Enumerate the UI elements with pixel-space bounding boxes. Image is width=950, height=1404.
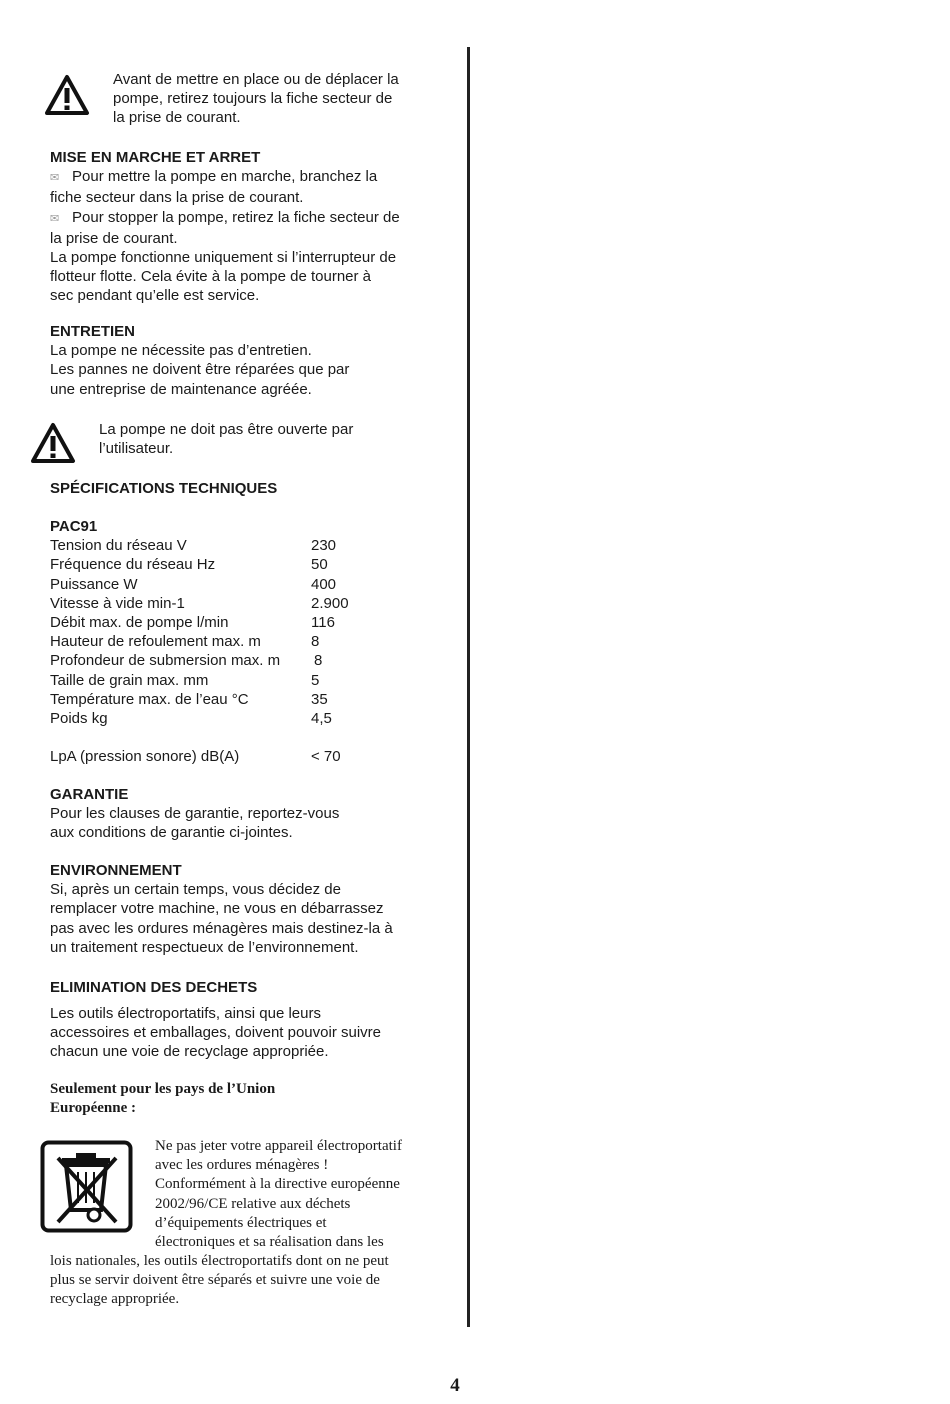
text-line: recyclage appropriée.: [50, 1291, 180, 1308]
text-line: pompe, retirez toujours la fiche secteur de: [113, 90, 393, 108]
text-line: Les outils électroportatifs, ainsi que leurs: [50, 1005, 321, 1022]
page-number: 4: [450, 1375, 460, 1396]
text-line: Pour les clauses de garantie, reportez-vous: [50, 805, 340, 823]
text-line: Seulement pour les pays de l’Union: [50, 1081, 276, 1097]
ue-side-text: [155, 1137, 402, 1252]
ue-full-text: [50, 1252, 389, 1310]
spec-value: 116: [311, 613, 335, 631]
warning-triangle-icon: [30, 422, 76, 469]
section-environnement: [50, 861, 393, 957]
spec-label: Température max. de l’eau °C: [50, 690, 249, 708]
spec-label: Vitesse à vide min-1: [50, 594, 185, 612]
bullet-icon: ✉: [50, 172, 60, 185]
model-name: PAC91: [50, 518, 98, 535]
spec-value: 400: [311, 575, 337, 593]
spec-value: 8: [311, 633, 320, 651]
text-line: Ne pas jeter votre appareil électroportatif: [155, 1138, 402, 1154]
ue-heading: [50, 1080, 275, 1118]
text-line: pas avec les ordures ménagères mais destinez-la à: [50, 919, 393, 937]
spec-label: Tension du réseau V: [50, 537, 187, 555]
warning-do-not-open-text: [99, 420, 353, 458]
text-line: flotteur flotte. Cela évite à la pompe de tourner à: [50, 268, 372, 286]
specs-table: [50, 517, 380, 766]
text-line: plus se servir doivent être séparés et suivre une voie de: [50, 1272, 380, 1289]
text-line: ✉ Pour mettre la pompe en marche, branchez la: [50, 167, 400, 188]
section-garantie: [50, 785, 339, 843]
spec-value: 35: [311, 690, 328, 708]
spec-row: [50, 690, 380, 709]
spec-label: Puissance W: [50, 575, 138, 593]
text-line: électroniques et sa réalisation dans les: [155, 1234, 384, 1251]
text-line: d’équipements électriques et: [155, 1214, 327, 1231]
spec-label: Débit max. de pompe l/min: [50, 613, 229, 631]
spec-row: [50, 594, 380, 613]
spec-value: 8: [314, 652, 323, 670]
spec-value: 230: [311, 537, 337, 555]
text-line: La pompe fonctionne uniquement si l’interrupteur de: [50, 249, 397, 267]
text-line: Si, après un certain temps, vous décidez de: [50, 881, 341, 899]
text-line: la prise de courant.: [50, 229, 178, 247]
spec-row: [50, 613, 380, 632]
spec-label: LpA (pression sonore) dB(A): [50, 748, 240, 766]
spec-row: [50, 671, 380, 690]
text-line: La pompe ne nécessite pas d’entretien.: [50, 342, 312, 360]
spec-value: 4,5: [311, 709, 332, 727]
column-divider: [467, 47, 470, 1327]
spec-value: 2.900: [311, 594, 349, 612]
text-line: fiche secteur dans la prise de courant.: [50, 189, 304, 207]
spec-row: [50, 536, 380, 555]
spec-label: Hauteur de refoulement max. m: [50, 633, 261, 651]
section-heading: ENVIRONNEMENT: [50, 862, 182, 879]
section-heading: ENTRETIEN: [50, 323, 136, 340]
spec-label: Poids kg: [50, 709, 108, 727]
text-line: Européenne :: [50, 1100, 136, 1117]
section-heading-elimination: ELIMINATION DES DECHETS: [50, 979, 258, 996]
text-line: Avant de mettre en place ou de déplacer la: [113, 71, 399, 88]
spec-label: Taille de grain max. mm: [50, 671, 209, 689]
spec-row: [50, 709, 380, 728]
section-entretien: [50, 322, 349, 399]
text-line: aux conditions de garantie ci-jointes.: [50, 824, 293, 842]
text-line: remplacer votre machine, ne vous en débarrassez: [50, 900, 384, 918]
spec-row: [50, 555, 380, 574]
spec-label: Fréquence du réseau Hz: [50, 556, 216, 574]
spec-value: < 70: [311, 748, 341, 766]
text-line: avec les ordures ménagères !: [155, 1157, 329, 1174]
spec-row-noise: [50, 747, 380, 766]
crossed-out-bin-icon: [40, 1140, 133, 1238]
text-line: accessoires et emballages, doivent pouvoir suivre: [50, 1024, 382, 1042]
text-line: Les pannes ne doivent être réparées que par: [50, 361, 350, 379]
text-line: ✉ Pour stopper la pompe, retirez la fiche secteur de: [50, 208, 400, 229]
section-heading: MISE EN MARCHE ET ARRET: [50, 149, 261, 166]
text-line: la prise de courant.: [113, 109, 241, 127]
text-line: lois nationales, les outils électroportatifs dont on ne peut: [50, 1253, 389, 1269]
section-heading-specs: SPÉCIFICATIONS TECHNIQUES: [50, 480, 278, 497]
text-line: un traitement respectueux de l’environnement.: [50, 938, 359, 956]
bullet-icon: ✉: [50, 212, 60, 225]
section-heading: GARANTIE: [50, 786, 129, 803]
spec-value: 5: [311, 671, 320, 689]
warning-unplug-text: [113, 70, 399, 128]
text-line: Conformément à la directive européenne: [155, 1176, 400, 1193]
warning-triangle-icon: [44, 74, 90, 121]
text-line: chacun une voie de recyclage appropriée.: [50, 1043, 329, 1061]
spec-row: [50, 575, 380, 594]
spec-value: 50: [311, 556, 328, 574]
section-elimination-body: [50, 1004, 381, 1062]
spec-label: Profondeur de submersion max. m: [50, 652, 281, 670]
text-line: 2002/96/CE relative aux déchets: [155, 1195, 351, 1212]
text-line: sec pendant qu’elle est service.: [50, 287, 260, 305]
text-line: La pompe ne doit pas être ouverte par: [99, 421, 354, 438]
spec-row: [50, 651, 380, 670]
text-line: l’utilisateur.: [99, 440, 174, 458]
spec-row: [50, 632, 380, 651]
text-line: une entreprise de maintenance agréée.: [50, 380, 312, 398]
section-mise-en-marche: [50, 148, 400, 306]
